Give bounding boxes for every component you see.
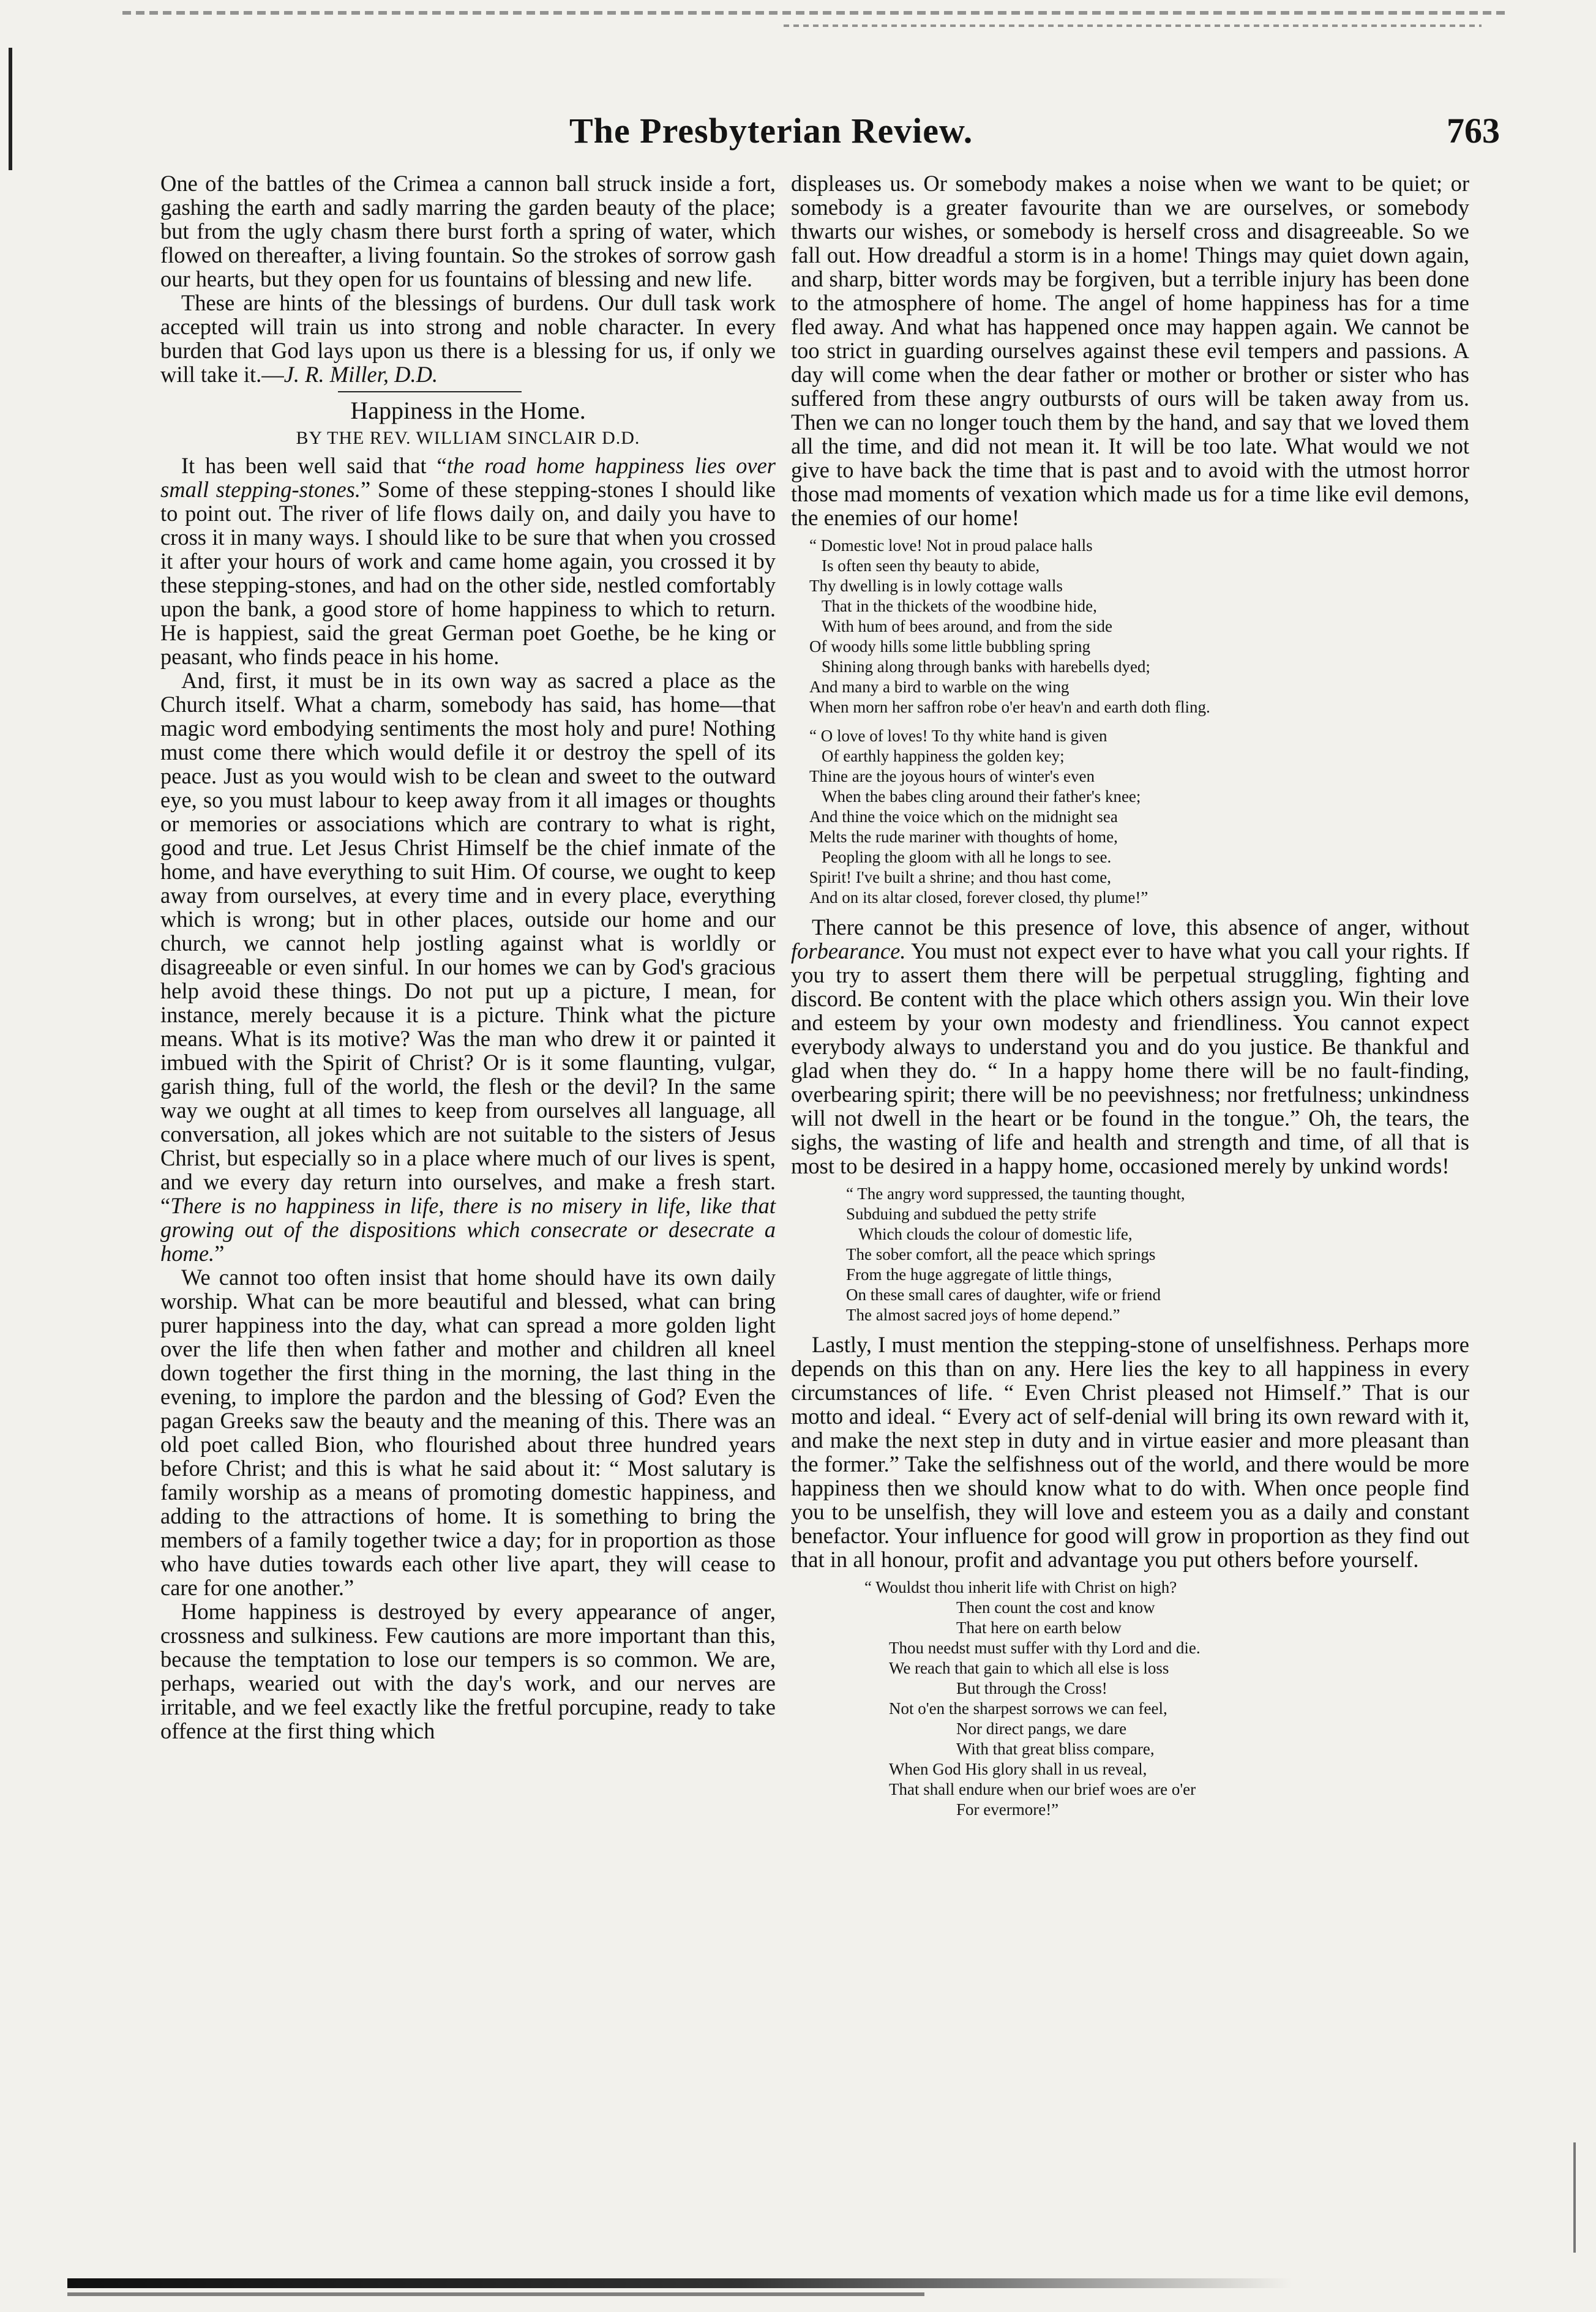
poem-line: That in the thickets of the woodbine hide, xyxy=(822,597,1097,615)
right-column xyxy=(791,171,1469,1827)
poem-line: Thou needst must suffer with thy Lord and die. xyxy=(889,1639,1201,1657)
paragraph xyxy=(160,668,776,1265)
poem-line: Nor direct pangs, we dare xyxy=(956,1719,1127,1738)
paragraph-text: ” xyxy=(214,1241,225,1266)
poem-line: We reach that gain to which all else is loss xyxy=(889,1659,1169,1677)
poem-line: The almost sacred joys of home depend.” xyxy=(846,1306,1120,1324)
running-title: The Presbyterian Review. xyxy=(569,111,973,151)
poem-line: Spirit! I've built a shrine; and thou hast come, xyxy=(809,868,1112,886)
scan-artifact-top xyxy=(122,11,1506,15)
page-number: 763 xyxy=(1447,111,1500,151)
poem-line: The sober comfort, all the peace which springs xyxy=(846,1245,1156,1263)
poem-line: Peopling the gloom with all he longs to see. xyxy=(822,848,1112,866)
byline: BY THE REV. WILLIAM SINCLAIR D.D. xyxy=(296,428,640,448)
article-title: Happiness in the Home. xyxy=(350,397,586,424)
paragraph xyxy=(160,454,776,668)
stanza-break xyxy=(809,717,1469,726)
paragraph: Home happiness is destroyed by every appearance of anger, crossness and sulkiness. Few cautions are more important than this, because the temptation to lose our tempers is so common. We are, perhaps, wearied out with the day's work, and our nerves are irritable, and we feel exactly like the fretful porcupine, ready to take offence at the first thing which xyxy=(160,1599,776,1743)
quotation: There is no happiness in life, there is no misery in life, like that growing out of the dispositions which consecrate or desecrate a home. xyxy=(160,1193,776,1266)
poem-angry-word xyxy=(846,1184,1469,1325)
scan-artifact-bottom xyxy=(67,2278,1292,2288)
poem-line: Is often seen thy beauty to abide, xyxy=(822,556,1040,575)
poem-line: “ Domestic love! Not in proud palace halls xyxy=(809,536,1093,555)
paragraph: Lastly, I must mention the stepping-stone of unselfishness. Perhaps more depends on this than on any. Here lies the key to all happiness in every circumstances of life. “ Even Christ pleased not Himself.” That is our motto and ideal. “ Every act of self-denial will bring its own reward with it, and make the next step in duty and in virtue easier and more pleasant than the former.” Take the selfishness out of the world, and there would be more happiness then we should know what to do with. When once people find you to be unselfish, they will love and esteem you as a daily and constant benefactor. Your influence for good will grow in proportion as they find out that in all honour, profit and advantage you put others before yourself. xyxy=(791,1332,1469,1572)
poem-line: “ Wouldst thou inherit life with Christ on high? xyxy=(864,1578,1177,1596)
left-column xyxy=(160,171,776,1743)
poem-domestic-love xyxy=(809,536,1469,908)
poem-line: And thine the voice which on the midnight sea xyxy=(809,807,1118,826)
paragraph xyxy=(791,915,1469,1178)
poem-line: With that great bliss compare, xyxy=(956,1740,1155,1758)
poem-line: Subduing and subdued the petty strife xyxy=(846,1205,1096,1223)
poem-line: When the babes cling around their father's knee; xyxy=(822,787,1141,806)
poem-line: “ The angry word suppressed, the taunting thought, xyxy=(846,1184,1185,1203)
scan-artifact-left xyxy=(9,48,12,170)
poem-line: Of woody hills some little bubbling spring xyxy=(809,637,1090,656)
poem-line: But through the Cross! xyxy=(956,1679,1107,1697)
poem-line: Which clouds the colour of domestic life, xyxy=(858,1225,1133,1243)
author-signature: J. R. Miller, D.D. xyxy=(283,362,438,387)
paragraph-text: These are hints of the blessings of burdens. Our dull task work accepted will train us into strong and noble character. In every burden that God lays upon us there is a blessing for us, if only we will take it.— xyxy=(160,290,776,387)
poem-line: On these small cares of daughter, wife or friend xyxy=(846,1285,1161,1304)
poem-line: When God His glory shall in us reveal, xyxy=(889,1760,1147,1778)
paragraph: displeases us. Or somebody makes a noise when we want to be quiet; or somebody is a greater favourite than we are ourselves, or somebody thwarts our wishes, or somebody is herself cross and disagreeable. So we fall out. How dreadful a storm is in a home! Things may quiet down again, and sharp, bitter words may be forgiven, but a terrible injury has been done to the atmosphere of home. The angel of home happiness has for a time fled away. And what has happened once may happen again. We cannot be too strict in guarding ourselves against these evil tempers and passions. A day will come when the dear father or mother or brother or sister who has suffered from these angry outbursts of ours will be taken away from us. Then we can no longer touch them by the hand, and say that we loved them all the time, and did not mean it. It will be too late. What would we not give to have back the time that is past and to avoid with the utmost horror those mad moments of vexation which made us for a time like evil demons, the enemies of our home! xyxy=(791,171,1469,530)
emphasis: forbearance. xyxy=(791,938,906,963)
page-header xyxy=(165,110,1500,159)
poem-line: And many a bird to warble on the wing xyxy=(809,678,1070,696)
section-divider xyxy=(338,391,522,392)
scan-artifact-bottom-2 xyxy=(67,2292,924,2296)
paragraph-text: ” Some of these stepping-stones I should like to point out. The river of life flows daily on, and daily you have to cross it in many ways. I should like to be sure that when you crossed it after your hours of work and came home again, you crossed it by these stepping-stones, and had on the other side, nestled comfortably upon the bank, a good store of home happiness to which to return. He is happiest, said the great German poet Goethe, be he king or peasant, who finds peace in his home. xyxy=(160,477,776,669)
poem-line: Thy dwelling is in lowly cottage walls xyxy=(809,577,1063,595)
poem-line: Thine are the joyous hours of winter's even xyxy=(809,767,1095,785)
poem-line: From the huge aggregate of little things, xyxy=(846,1265,1112,1284)
poem-line: “ O love of loves! To thy white hand is given xyxy=(809,727,1107,745)
poem-line: For evermore!” xyxy=(956,1800,1059,1819)
poem-line: Then count the cost and know xyxy=(956,1598,1155,1617)
paragraph xyxy=(160,291,776,386)
poem-line: Of earthly happiness the golden key; xyxy=(822,747,1065,765)
poem-inherit-life xyxy=(864,1577,1469,1820)
quotation: the road home happiness lies over small stepping-stones. xyxy=(160,453,776,502)
paragraph: We cannot too often insist that home should have its own daily worship. What can be more beautiful and blessed, what can bring purer happiness into the day, what can spread a more golden light over the life then when father and mother and children all kneel down together the first thing in the morning, the last thing in the evening, to implore the pardon and the blessing of God? Even the pagan Greeks saw the beauty and the meaning of this. There was an old poet called Bion, who flourished about three hundred years before Christ; and this is what he said about it: “ Most salutary is family worship as a means of promoting domestic happiness, and adding to the attractions of home. It is something to bring the members of a family together twice a day; for in proportion as those who have duties towards each other live apart, they will cease to care for one another.” xyxy=(160,1265,776,1600)
poem-line: That shall endure when our brief woes are o'er xyxy=(889,1780,1196,1798)
paragraph-text: You must not expect ever to have what you call your rights. If you try to assert them there will be perpetual struggling, fighting and discord. Be content with the place which others assign you. Win their love and esteem by your own modesty and friendliness. You cannot expect everybody always to understand you and do you justice. Be thankful and glad when they do. “ In a happy home there will be no fault-finding, overbearing spirit; there will be no peevishness; nor fretfulness; unkindness will not dwell in the heart or be found in the tongue.” Oh, the tears, the sighs, the wasting of life and health and strength and time, of all that is most to be desired in a happy home, occasioned merely by unkind words! xyxy=(791,938,1469,1178)
scan-artifact-top-2 xyxy=(784,24,1482,27)
paragraph-text: And, first, it must be in its own way as sacred a place as the Church itself. What a charm, somebody has said, has home—that magic word embodying sentiments the most holy and pure! Nothing must come there which would defile it or destroy the spell of its peace. Just as you would wish to be clean and sweet to the outward eye, so you must labour to keep away from it all images or thoughts or memories or associations which are contrary to what is right, good and true. Let Jesus Christ Himself be the chief inmate of the home, and have everything to suit Him. Of course, we ought to keep away from ourselves, at every time and in every place, everything which is wrong; but in other places, outside our home and our church, we cannot help jostling against what is worldly or disagreeable or even sinful. In our homes we can by God's gracious help avoid these things. Do not put up a picture, I mean, for instance, merely because it is a picture. Think what the picture means. What is its motive? Was the man who drew it or painted it imbued with the Spirit of Christ? Or is it some flaunting, vulgar, garish thing, full of the world, the flesh or the devil? In the same way we ought at all times to keep from ourselves all language, all conversation, all jokes which are not suitable to the sisters of Jesus Christ, but especially so in a place where much of our lives is spent, and we every day return into ourselves, and make a fresh start. “ xyxy=(160,668,776,1218)
poem-line: Shining along through banks with harebells dyed; xyxy=(822,657,1150,676)
poem-line: And on its altar closed, forever closed, thy plume!” xyxy=(809,888,1148,907)
poem-line: Not o'en the sharpest sorrows we can feel, xyxy=(889,1699,1167,1718)
paragraph-text: It has been well said that “ xyxy=(181,453,447,478)
poem-line: That here on earth below xyxy=(956,1618,1122,1637)
scan-artifact-right xyxy=(1573,2142,1576,2253)
poem-line: Melts the rude mariner with thoughts of home, xyxy=(809,828,1118,846)
paragraph-text: There cannot be this presence of love, this absence of anger, without xyxy=(812,915,1469,940)
paragraph: One of the battles of the Crimea a cannon ball struck inside a fort, gashing the earth and sadly marring the garden beauty of the place; but from the ugly chasm there burst forth a spring of water, which flowed on thereafter, a living fountain. So the strokes of sorrow gash our hearts, but they open for us fountains of blessing and new life. xyxy=(160,171,776,291)
poem-line: When morn her saffron robe o'er heav'n and earth doth fling. xyxy=(809,698,1210,716)
poem-line: With hum of bees around, and from the side xyxy=(822,617,1113,635)
